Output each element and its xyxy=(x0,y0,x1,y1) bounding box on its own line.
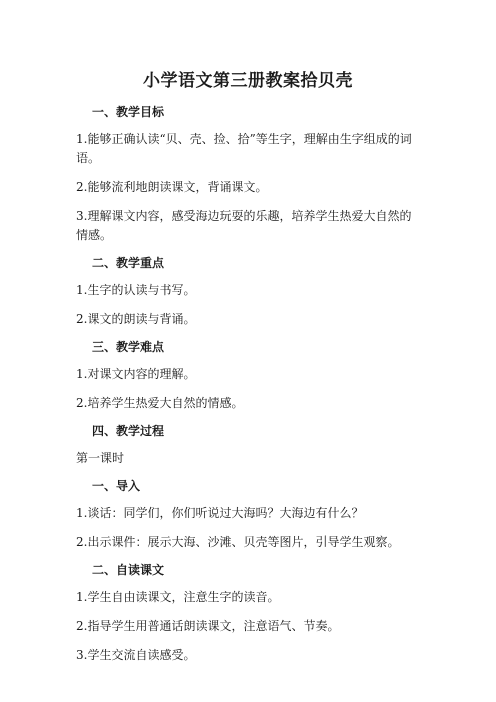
reading-2: 2.指导学生用普通话朗读课文，注意语气、节奏。 xyxy=(76,619,340,633)
intro-1: 1.谈话：同学们，你们听说过大海吗？大海边有什么？ xyxy=(76,506,364,520)
heading-self-reading: 二、自读课文 xyxy=(92,563,165,577)
reading-1: 1.学生自由读课文，注意生字的读音。 xyxy=(76,590,280,604)
heading-process: 四、教学过程 xyxy=(92,424,165,438)
intro-2: 2.出示课件：展示大海、沙滩、贝壳等图片，引导学生观察。 xyxy=(76,535,400,549)
heading-key-points: 二、教学重点 xyxy=(92,256,165,270)
key-point-1: 1.生字的认读与书写。 xyxy=(76,283,196,297)
document-body xyxy=(76,104,422,675)
lesson-label: 第一课时 xyxy=(76,451,125,465)
heading-teaching-goals: 一、教学目标 xyxy=(92,105,165,119)
goal-3: 3.理解课文内容，感受海边玩耍的乐趣，培养学生热爱大自然的情感。 xyxy=(76,209,412,242)
difficulty-1: 1.对课文内容的理解。 xyxy=(76,367,196,381)
difficulty-2: 2.培养学生热爱大自然的情感。 xyxy=(76,396,244,410)
goal-2: 2.能够流利地朗读课文，背诵课文。 xyxy=(76,180,268,194)
key-point-2: 2.课文的朗读与背诵。 xyxy=(76,312,196,326)
document-title: 小学语文第三册教案拾贝壳 xyxy=(143,71,353,91)
goal-1: 1.能够正确认读“贝、壳、捡、拾”等生字，理解由生字组成的词语。 xyxy=(76,132,412,165)
heading-difficulties: 三、教学难点 xyxy=(92,340,165,354)
heading-introduction: 一、导入 xyxy=(92,479,141,493)
reading-3: 3.学生交流自读感受。 xyxy=(76,648,196,662)
